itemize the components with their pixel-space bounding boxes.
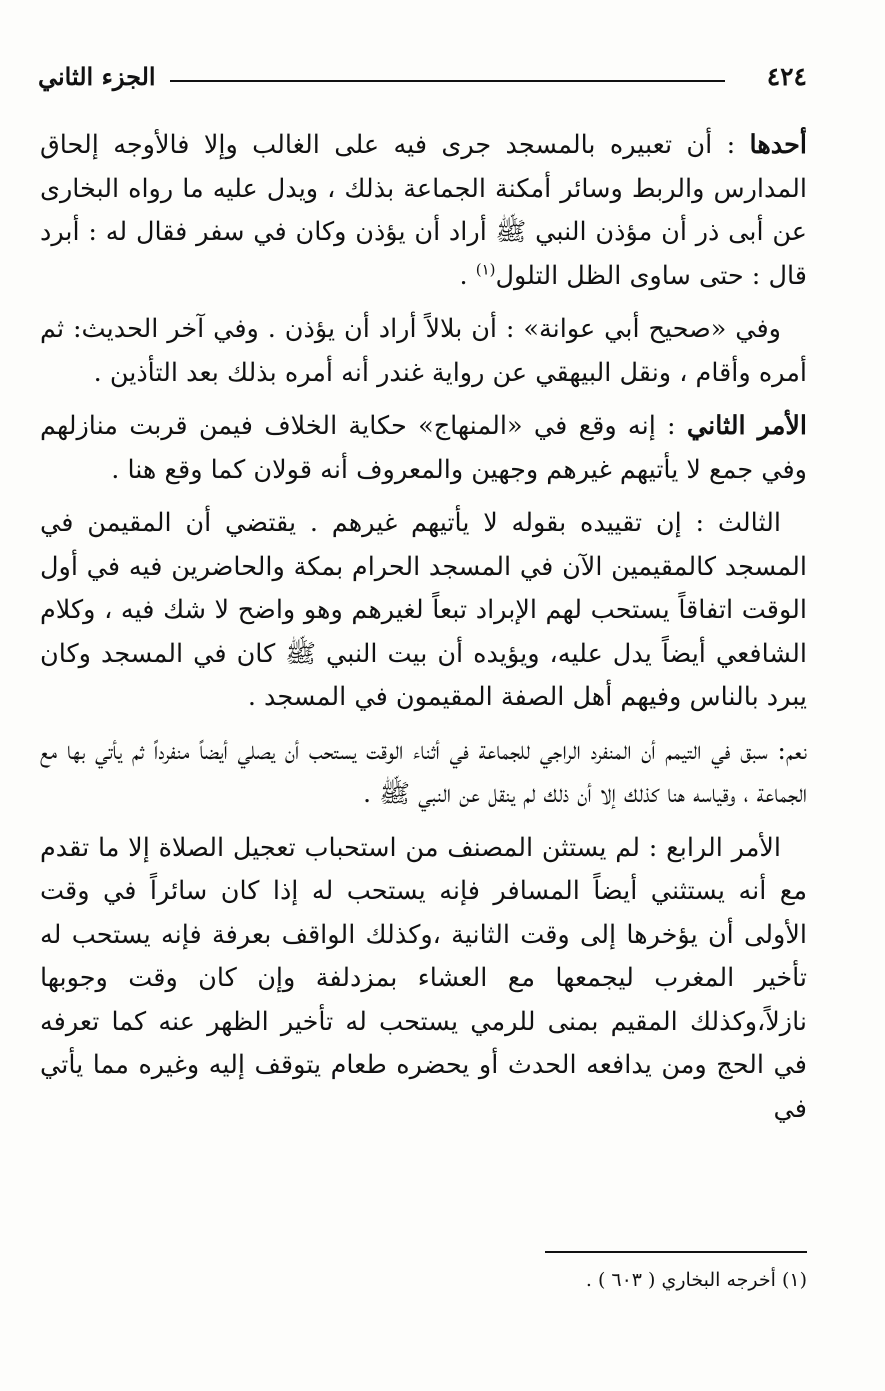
paragraph-text: : أن تعبيره بالمسجد جرى فيه على الغالب وإلا فالأوجه إلحاق المدارس والربط وسائر أمكنة الجماعة بذلك ، ويدل عليه ما رواه البخارى عن أبى ذر أن مؤذن النبي ﷺ أراد أن يؤذن وكان في سفر فقال له : أبرد قال : حتى ساوى الظل التلول <box>40 130 807 291</box>
paragraph-5 <box>40 730 807 817</box>
footnote-reference[interactable]: (١) <box>475 260 496 278</box>
paragraph-text: الثالث : إن تقييده بقوله لا يأتيهم غيرهم . يقتضي أن المقيمن في المسجد كالمقيمين الآن في المسجد الحرام بمكة والحاضرين فيه في أول الوقت اتفاقاً يستحب لهم الإبراد تبعاً لغيرهم وهو واضح لا شك فيه ، وكلام الشافعي أيضاً يدل عليه، ويؤيده أن بيت النبي ﷺ كان في المسجد وكان يبرد بالناس وفيهم أهل الصفة المقيمون في المسجد . <box>40 508 807 712</box>
header-rule <box>170 80 725 82</box>
paragraph-text: الأمر الرابع : لم يستثن المصنف من استحباب تعجيل الصلاة إلا ما تقدم مع أنه يستثني أيضاً المسافر فإنه يستحب له إذا كان سائراً في وقت الأولى أن يؤخرها إلى وقت الثانية ،وكذلك الواقف بعرفة فإنه يستحب له تأخير المغرب ليجمعها مع العشاء بمزدلفة وإن كان وقت وجوبها نازلاً،وكذلك المقيم بمنى للرمي يستحب له تأخير الظهر عنه كما تعرفه في الحج ومن يدافعه الحدث أو يحضره طعام يتوقف إليه وغيره مما يأتي في <box>40 832 807 1124</box>
paragraph-3 <box>40 405 807 492</box>
footnote-1 <box>40 1266 807 1294</box>
part-title: الجزء الثاني <box>38 62 156 91</box>
paragraph-4 <box>40 502 807 720</box>
paragraph-tail: . <box>459 260 476 291</box>
paragraph-lead: أحدها <box>749 130 807 160</box>
paragraph-text: وفي «صحيح أبي عوانة» : أن بلالاً أراد أن يؤذن . وفي آخر الحديث: ثم أمره وأقام ، ونقل البيهقي عن رواية غندر أنه أمره بذلك بعد التأذين . <box>40 314 807 388</box>
paragraph-text: نعم: سبق في التيمم أن المنفرد الراجي للجماعة في أثناء الوقت يستحب أن يصلي أيضاً منفرداً ثم يأتي بها مع الجماعة ، وقياسه هنا كذلك إلا أن ذلك لم ينقل عن النبي ﷺ . <box>40 735 807 809</box>
footnote-rule <box>545 1251 807 1253</box>
footnote-text: أخرجه البخاري ( ٦٠٣ ) . <box>585 1269 776 1291</box>
paragraph-6 <box>40 827 807 1132</box>
page-number: ٤٢٤ <box>766 62 807 91</box>
running-header <box>38 62 807 96</box>
body-text <box>40 124 807 1141</box>
paragraph-2 <box>40 308 807 395</box>
paragraph-text: : إنه وقع في «المنهاج» حكاية الخلاف فيمن قربت منازلهم وفي جمع لا يأتيهم غيرهم وجهين والمعروف أنه قولان كما وقع هنا . <box>40 411 807 485</box>
paragraph-lead: الأمر الثاني <box>686 411 807 441</box>
footnote-mark: (١) <box>781 1269 807 1291</box>
paragraph-1 <box>40 124 807 298</box>
